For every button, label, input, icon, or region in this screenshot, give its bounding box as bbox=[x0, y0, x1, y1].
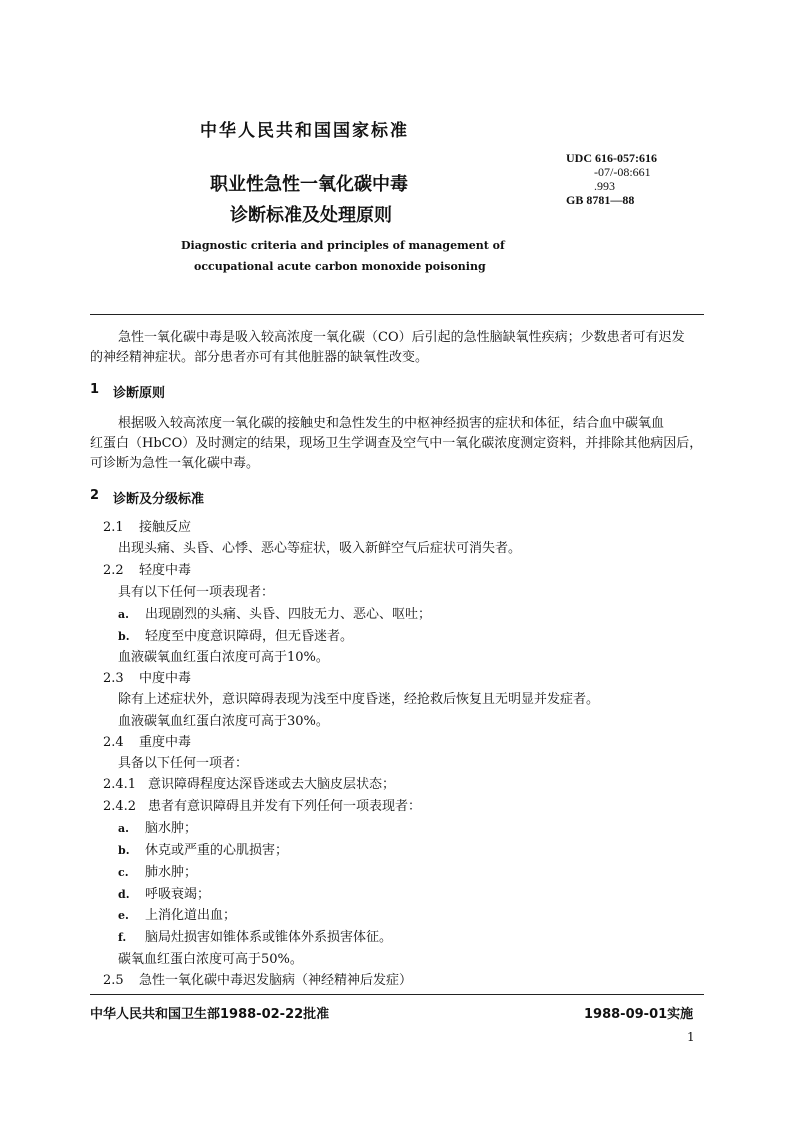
s21-number: 2.1 bbox=[103, 520, 124, 535]
doc-title-line1: 职业性急性一氧化碳中毒 bbox=[210, 174, 408, 195]
s22-item-a-label: a. bbox=[118, 608, 129, 621]
s241-text: 意识障碍程度达深昏迷或去大脑皮层状态； bbox=[148, 777, 396, 792]
s21-text: 出现头痛、头昏、心悸、恶心等症状，吸入新鲜空气后症状可消失者。 bbox=[118, 541, 522, 556]
s25-number: 2.5 bbox=[103, 973, 124, 988]
udc-code-line1: UDC 616-057:616 bbox=[566, 151, 657, 165]
intro-line1: 急性一氧化碳中毒是吸入较高浓度一氧化碳（CO）后引起的急性脑缺氧性疾病；少数患者可有迟发 bbox=[118, 330, 685, 345]
udc-code-line3: .993 bbox=[594, 179, 615, 193]
s241-number: 2.4.1 bbox=[103, 777, 137, 792]
s24-item-e-label: e. bbox=[118, 909, 129, 922]
s22-title: 轻度中毒 bbox=[139, 563, 192, 578]
section1-line3: 可诊断为急性一氧化碳中毒。 bbox=[90, 456, 260, 471]
s22-lead: 具有以下任何一项表现者： bbox=[118, 585, 275, 600]
english-title-line2: occupational acute carbon monoxide poisoning bbox=[194, 260, 486, 273]
s21-title: 接触反应 bbox=[139, 520, 192, 535]
section1-heading: 诊断原则 bbox=[113, 386, 166, 401]
s25-title: 急性一氧化碳中毒迟发脑病（神经精神后发症） bbox=[139, 973, 413, 988]
s242-number: 2.4.2 bbox=[103, 799, 137, 814]
approval-line: 中华人民共和国卫生部1988-02-22批准 bbox=[90, 1007, 330, 1022]
section1-line1: 根据吸入较高浓度一氧化碳的接触史和急性发生的中枢神经损害的症状和体征，结合血中碳氧血 bbox=[118, 416, 665, 431]
section1-line2: 红蛋白（HbCO）及时测定的结果，现场卫生学调查及空气中一氧化碳浓度测定资料，并排除其他病因后， bbox=[90, 436, 703, 451]
s23-number: 2.3 bbox=[103, 671, 124, 686]
header-divider bbox=[90, 314, 704, 315]
udc-code-line2: -07/-08:661 bbox=[594, 165, 651, 179]
s24-item-d-label: d. bbox=[118, 888, 130, 901]
gb-code: GB 8781—88 bbox=[566, 193, 635, 207]
s23-title: 中度中毒 bbox=[139, 671, 192, 686]
page-number: 1 bbox=[687, 1030, 695, 1044]
effective-date: 1988-09-01实施 bbox=[584, 1007, 694, 1022]
s23-text: 除有上述症状外，意识障碍表现为浅至中度昏迷，经抢救后恢复且无明显并发症者。 bbox=[118, 692, 600, 707]
s22-note: 血液碳氧血红蛋白浓度可高于10%。 bbox=[118, 650, 329, 665]
doc-title-line2: 诊断标准及处理原则 bbox=[230, 205, 392, 226]
s24-title: 重度中毒 bbox=[139, 735, 192, 750]
section2-number: 2 bbox=[90, 488, 100, 503]
s22-item-a-text: 出现剧烈的头痛、头昏、四肢无力、恶心、呕吐； bbox=[145, 607, 432, 622]
s24-number: 2.4 bbox=[103, 735, 124, 750]
s22-item-b-text: 轻度至中度意识障碍，但无昏迷者。 bbox=[145, 629, 354, 644]
s24-item-d-text: 呼吸衰竭； bbox=[145, 887, 211, 902]
s24-note: 碳氧血红蛋白浓度可高于50%。 bbox=[118, 952, 303, 967]
s24-item-a-text: 脑水肿； bbox=[145, 821, 198, 836]
s242-text: 患者有意识障碍且并发有下列任何一项表现者： bbox=[148, 799, 422, 814]
s23-note: 血液碳氧血红蛋白浓度可高于30%。 bbox=[118, 714, 329, 729]
org-title: 中华人民共和国国家标准 bbox=[200, 121, 409, 141]
section1-number: 1 bbox=[90, 382, 100, 397]
footer-divider bbox=[90, 994, 704, 995]
s24-item-a-label: a. bbox=[118, 822, 129, 835]
english-title-line1: Diagnostic criteria and principles of management of bbox=[181, 239, 505, 252]
s24-item-f-text: 脑局灶损害如锥体系或锥体外系损害体征。 bbox=[145, 930, 393, 945]
s22-number: 2.2 bbox=[103, 563, 124, 578]
s24-item-c-text: 肺水肿； bbox=[145, 865, 198, 880]
intro-line2: 的神经精神症状。部分患者亦可有其他脏器的缺氧性改变。 bbox=[90, 350, 429, 365]
s24-item-e-text: 上消化道出血； bbox=[145, 908, 237, 923]
section2-heading: 诊断及分级标准 bbox=[113, 492, 205, 507]
s22-item-b-label: b. bbox=[118, 630, 130, 643]
s24-item-f-label: f. bbox=[118, 931, 127, 944]
s24-item-c-label: c. bbox=[118, 866, 129, 879]
s24-item-b-label: b. bbox=[118, 844, 130, 857]
s24-item-b-text: 休克或严重的心肌损害； bbox=[145, 843, 289, 858]
s24-lead: 具备以下任何一项者： bbox=[118, 756, 249, 771]
